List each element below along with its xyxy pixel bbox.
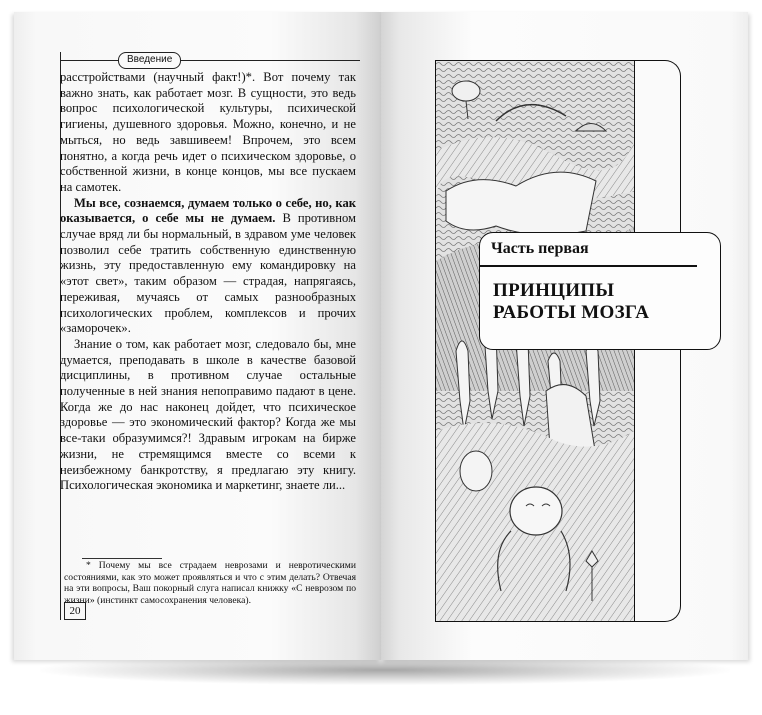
chapter-title-rule [479,265,697,267]
left-page [14,12,381,660]
right-page [381,12,748,660]
paragraph-1: расстройствами (научный факт!)*. Вот почему так важно знать, как работает мозг. В сущности, это ведь вопрос психологической культуры, психической гигиены, душевного здоровья. Можно, конечно, и не мыться, но ведь завшивеем! Впрочем, это всем понятно, а когда речь идет о психическом здоровье, о собственной жизни, в конце концов, мы все пускаем на самотек. [60,70,356,194]
body-text [60,70,356,494]
footnote-rule [82,558,162,559]
part-label: Часть первая [491,240,589,257]
bold-statement: Мы все, сознаемся, думаем только о себе, но, как оказывается, о себе мы не думаем. [60,195,356,226]
section-tag: Введение [118,52,181,69]
part-title: ПРИНЦИПЫ РАБОТЫ МОЗГА [493,280,650,323]
open-book [14,12,748,660]
header-rule [60,60,360,61]
paragraph-2: Мы все, сознаемся, думаем только о себе, но, как оказывается, о себе мы не думаем. В противном случае вряд ли бы нормальный, в здравом уме человек позволил себе тратить собственную единственную жизнь, эту предоставленную ему командировку на «этот свет», таким образом — страдая, напрягаясь, переживая, мучаясь от самых разнообразных психологических проблем, комплексов и прочих «заморочек». [60,195,356,336]
footnote: * Почему мы все страдаем неврозами и невротическими состояниями, как это может проявляться и что с этим делать? Отвечая на эти вопросы, Ваш покорный слуга написал книжку «С неврозом по жизни» (инстинкт самосохранения человека). [64,560,356,606]
paragraph-3: Знание о том, как работает мозг, следовало бы, мне думается, преподавать в школе в качестве базовой дисциплины, в противном случае остальные полученные в ней знания непоправимо падают в цене. Когда же до нас наконец дойдет, что психическое здоровье — это экономический фактор? Когда же мы все-таки образумимся?! Здравым игрокам на бирже жизни, не стремящимся вместе со всеми к неизбежному банкротству, я предлагаю эту книгу. Психологическая экономика и маркетинг, знаете ли... [60,336,356,493]
page-number: 20 [64,602,86,620]
